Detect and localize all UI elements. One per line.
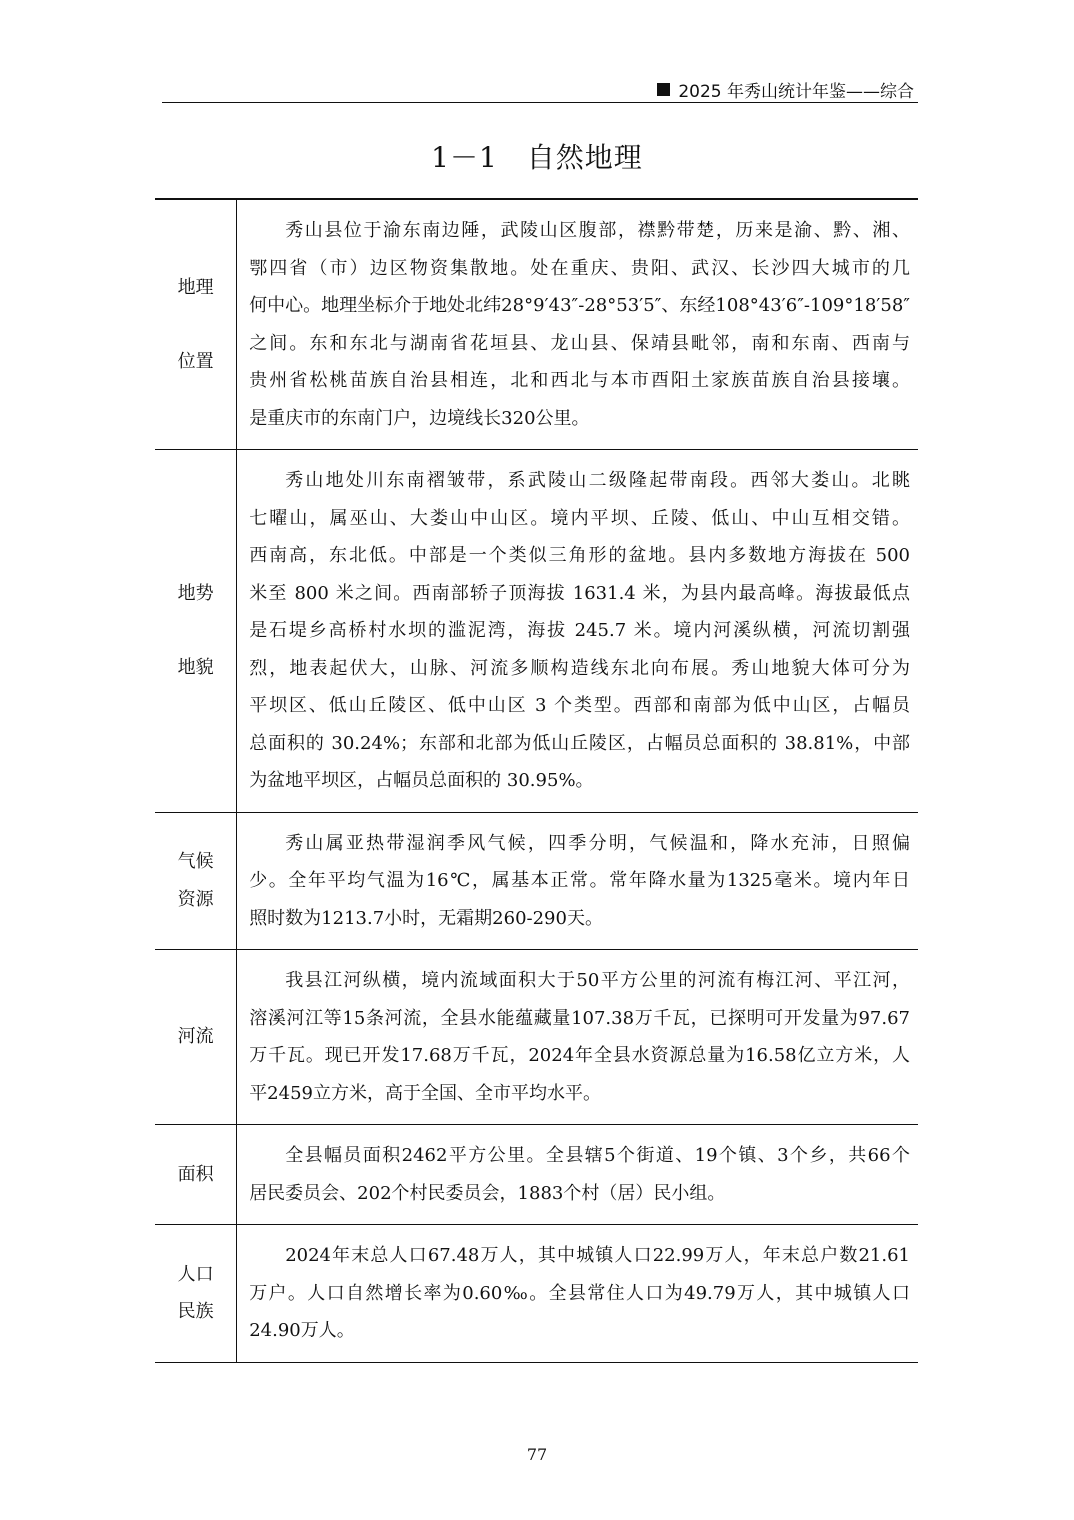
text-line: 烈，地表起伏大，山脉、河流多顺构造线东北向布展。秀山地貌大体可分为 <box>249 657 910 679</box>
table-row <box>155 812 918 950</box>
text-line: 万千瓦。现已开发17.68万千瓦，2024年全县水资源总量为16.58亿立方米，人 <box>249 1045 910 1066</box>
row-label-text: 面积 <box>177 1163 214 1185</box>
text-line: 总面积的 30.24%；东部和北部为低山丘陵区，占幅员总面积的 38.81%，中部 <box>249 732 910 754</box>
row-description <box>237 812 918 950</box>
row-description <box>237 1125 918 1225</box>
row-label-text: 河流 <box>177 1026 214 1048</box>
row-label-text: 位置 <box>177 351 214 372</box>
text-line: 少。全年平均气温为16℃，属基本正常。常年降水量为1325毫米。境内年日 <box>249 870 910 891</box>
row-label <box>155 1225 237 1363</box>
table-row <box>155 1225 918 1363</box>
text-line: 是重庆市的东南门户，边境线长320公里。 <box>249 407 590 429</box>
text-line: 秀山县位于渝东南边陲，武陵山区腹部，襟黔带楚，历来是渝、黔、湘、 <box>285 220 910 241</box>
row-label <box>155 450 237 813</box>
row-label <box>155 812 237 950</box>
text-line: 我县江河纵横，境内流域面积大于50平方公里的河流有梅江河、平江河， <box>285 970 910 991</box>
text-line: 平坝区、低山丘陵区、低中山区 3 个类型。西部和南部为低中山区，占幅员 <box>249 695 910 716</box>
text-line: 24.90万人。 <box>249 1320 355 1341</box>
text-line: 贵州省松桃苗族自治县相连，北和西北与本市酉阳土家族苗族自治县接壤。 <box>249 370 910 391</box>
row-description <box>237 199 918 450</box>
text-line: 万户。人口自然增长率为0.60‰。全县常住人口为49.79万人，其中城镇人口 <box>249 1282 910 1304</box>
row-description <box>237 1225 918 1363</box>
page-number: 77 <box>526 1445 548 1464</box>
text-line: 溶溪河江等15条河流，全县水能蕴藏量107.38万千瓦，已探明可开发量为97.67 <box>249 1007 910 1029</box>
geography-table <box>155 198 918 1363</box>
row-description <box>237 450 918 813</box>
square-bullet-icon <box>657 83 670 96</box>
text-line: 西南高，东北低。中部是一个类似三角形的盆地。县内多数地方海拔在 500 <box>249 545 910 566</box>
text-line: 之间。东和东北与湖南省花垣县、龙山县、保靖县毗邻，南和东南、西南与 <box>249 332 910 354</box>
row-label-text: 民族 <box>177 1301 214 1323</box>
text-line: 为盆地平坝区，占幅员总面积的 30.95%。 <box>249 770 594 791</box>
row-label-text: 地貌 <box>177 657 214 679</box>
table-row <box>155 450 918 813</box>
running-header <box>657 77 914 102</box>
table-row <box>155 1125 918 1225</box>
running-title: 2025 年秀山统计年鉴——综合 <box>678 82 914 102</box>
text-line: 2024年末总人口67.48万人，其中城镇人口22.99万人，年末总户数21.61 <box>285 1245 910 1266</box>
text-line: 居民委员会、202个村民委员会，1883个村（居）民小组。 <box>249 1182 726 1204</box>
text-line: 七曜山，属巫山、大娄山中山区。境内平坝、丘陵、低山、中山互相交错。 <box>249 507 910 529</box>
text-line: 米至 800 米之间。西南部轿子顶海拔 1631.4 米，为县内最高峰。海拔最低点 <box>249 582 910 604</box>
row-label-text: 地势 <box>177 582 214 604</box>
row-label-text: 资源 <box>177 888 214 910</box>
page-title: 1－1 自然地理 <box>431 141 643 174</box>
text-line: 何中心。地理坐标介于地处北纬28°9′43″-28°53′5″、东经108°43′6″-109°18′58″ <box>249 295 910 316</box>
text-line: 平2459立方米，高于全国、全市平均水平。 <box>249 1082 601 1104</box>
text-line: 是石堤乡高桥村水坝的滥泥湾，海拔 245.7 米。境内河溪纵横，河流切割强 <box>249 620 910 641</box>
row-label <box>155 1125 237 1225</box>
row-description <box>237 950 918 1125</box>
text-line: 照时数为1213.7小时，无霜期260-290天。 <box>249 907 603 929</box>
text-line: 全县幅员面积2462平方公里。全县辖5个街道、19个镇、3个乡，共66个 <box>285 1145 910 1166</box>
row-label <box>155 950 237 1125</box>
row-label-text: 气候 <box>177 851 214 873</box>
text-line: 秀山属亚热带湿润季风气候，四季分明，气候温和，降水充沛，日照偏 <box>285 832 910 854</box>
row-label <box>155 199 237 450</box>
table-row <box>155 950 918 1125</box>
text-line: 秀山地处川东南褶皱带，系武陵山二级隆起带南段。西邻大娄山。北眺 <box>285 470 910 491</box>
row-label-text: 地理 <box>177 276 214 298</box>
text-line: 鄂四省（市）边区物资集散地。处在重庆、贵阳、武汉、长沙四大城市的几 <box>249 257 910 279</box>
table-row <box>155 199 918 450</box>
header-rule <box>162 102 918 103</box>
row-label-text: 人口 <box>177 1263 214 1285</box>
